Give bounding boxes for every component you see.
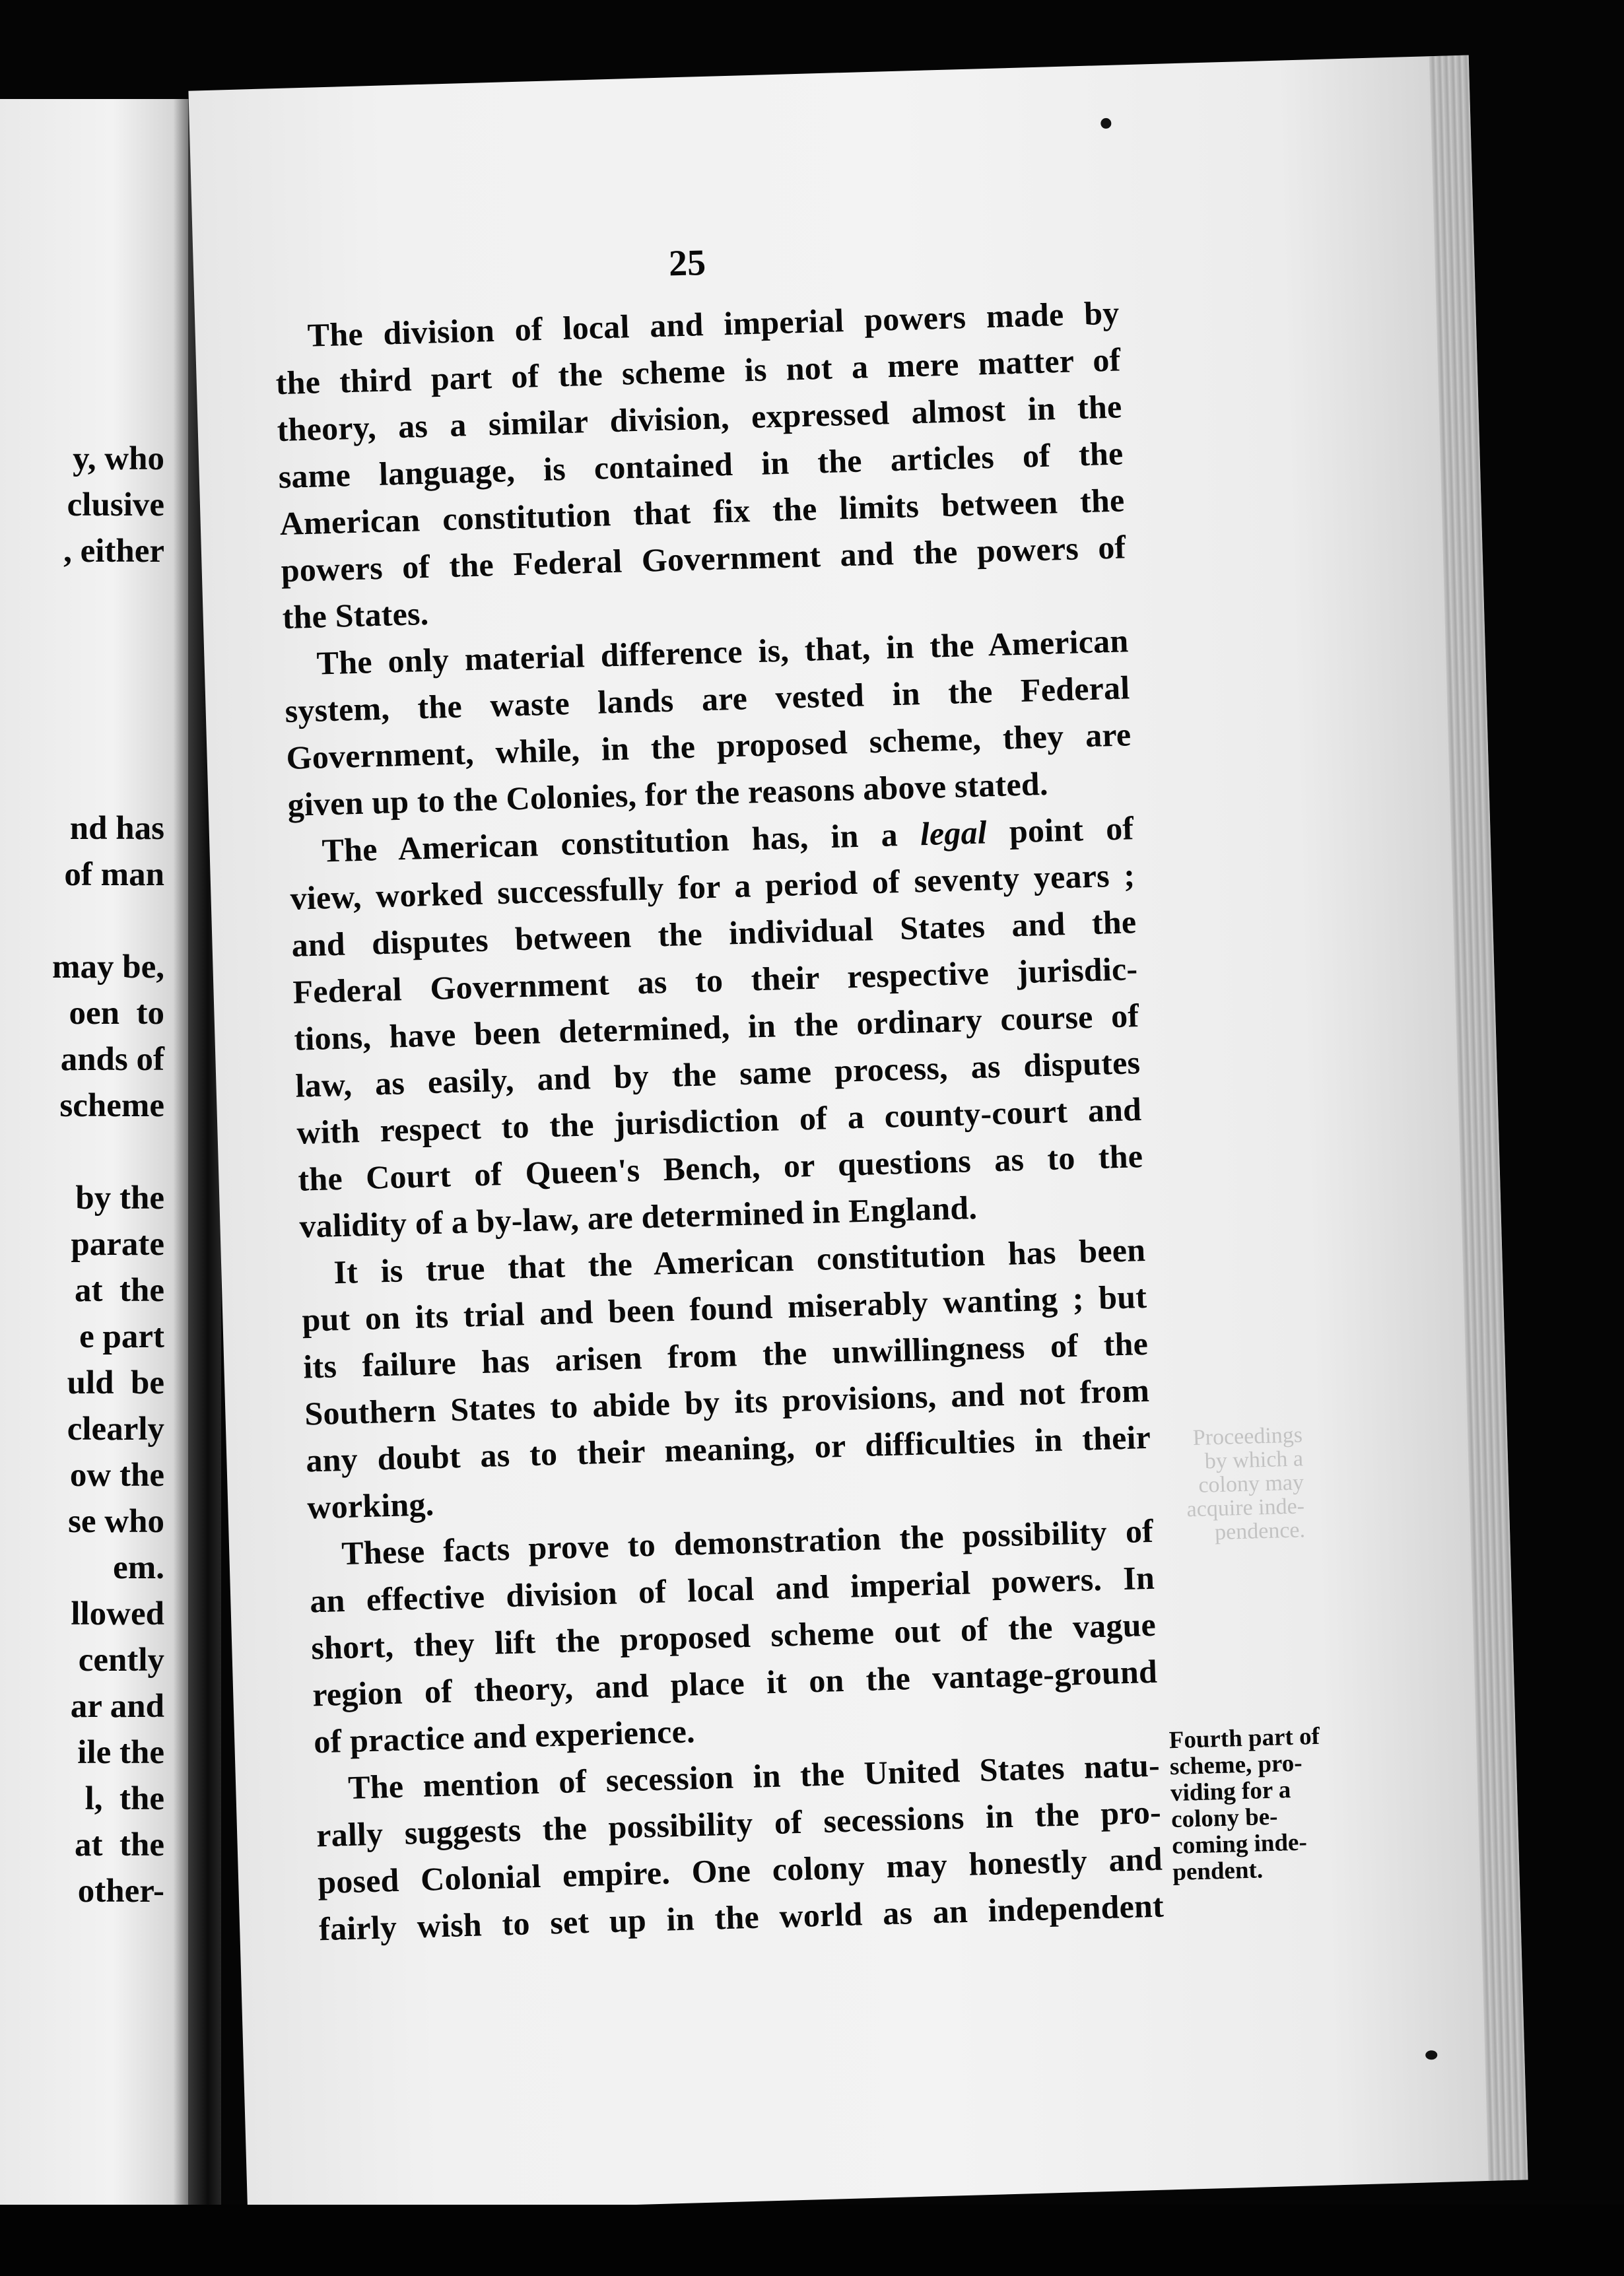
facing-page-line: llowed — [71, 1595, 164, 1632]
facing-page-line — [52, 759, 164, 805]
text-line: powers of the Federal Government and the powers of — [280, 528, 1127, 589]
text-line: the States. — [281, 594, 430, 636]
bleed-through-sidenote — [1144, 1423, 1306, 1547]
facing-page-line: l, the — [85, 1780, 164, 1817]
sidenote-line: coming inde- — [1171, 1828, 1308, 1860]
facing-page-fragment — [0, 99, 188, 2205]
text-line: the third part of the scheme is not a mere matter of — [275, 341, 1122, 402]
text-line: an effective division of local and imperial powers. In — [309, 1558, 1155, 1620]
page-edge — [1429, 55, 1528, 2181]
text-line: of practice and experience. — [313, 1712, 696, 1760]
text-line: region of theory, and place it on the vantage-ground — [312, 1652, 1158, 1714]
text-line: The division of local and imperial powers made by — [307, 294, 1120, 354]
bleed-through-line: colony may — [1198, 1470, 1304, 1498]
text-line: put on its trial and been found miserably wanting ; but — [301, 1277, 1147, 1339]
text-line: given up to the Colonies, for the reasons above stated. — [287, 764, 1049, 823]
margin-sidenote — [1168, 1722, 1371, 1886]
facing-page-line: ow the — [69, 1457, 164, 1494]
book-page — [188, 55, 1528, 2216]
facing-page-line: uld be — [67, 1364, 164, 1401]
facing-page-line — [52, 667, 164, 713]
sidenote-line: Fourth part of — [1168, 1722, 1320, 1755]
facing-page-line: scheme — [59, 1087, 164, 1124]
sidenote-line: colony be- — [1170, 1803, 1278, 1834]
facing-page-line: se who — [68, 1503, 164, 1540]
bleed-through-line: Proceedings — [1192, 1422, 1303, 1451]
facing-page-line: clearly — [67, 1411, 164, 1448]
ink-speck — [1100, 118, 1111, 129]
text-line: any doubt as to their meaning, or difficulties in their — [305, 1418, 1151, 1479]
text-line: fairly wish to set up in the world as an independent — [318, 1887, 1165, 1948]
facing-page-line: nd has — [69, 810, 164, 847]
sidenote-line: pendent. — [1172, 1856, 1264, 1887]
text-line: its failure has arisen from the unwillingness of the — [302, 1324, 1149, 1386]
facing-page-text — [52, 436, 164, 1914]
facing-page-line: y, who — [73, 440, 164, 477]
sidenote-line: viding for a — [1170, 1776, 1291, 1807]
facing-page-line — [52, 1129, 164, 1175]
text-line: same language, is contained in the articles of the — [278, 434, 1124, 496]
scan-border — [0, 2205, 1624, 2276]
text-line: rally suggests the possibility of secessions in the pro- — [316, 1793, 1162, 1854]
facing-page-line: em. — [113, 1549, 164, 1586]
text-line: American constitution that fix the limits between the — [279, 481, 1126, 543]
page-number: 25 — [668, 242, 706, 284]
facing-page-line — [52, 898, 164, 944]
text-line: The mention of secession in the United States natu- — [347, 1746, 1161, 1806]
facing-page-line: by the — [75, 1180, 164, 1217]
facing-page-line: , either — [63, 533, 164, 570]
facing-page-line: oen to — [69, 995, 164, 1032]
text-line: Government, while, in the proposed scheme, they are — [285, 716, 1132, 776]
facing-page-line: ands of — [60, 1041, 164, 1078]
text-line: The American constitution has, in a legal point of — [321, 809, 1134, 869]
text-line: and disputes between the individual States and the — [290, 903, 1137, 964]
bleed-through-line: by which a — [1204, 1446, 1304, 1474]
facing-page-line: at the — [75, 1272, 164, 1309]
facing-page-line — [52, 713, 164, 759]
text-line: law, as easily, and by the same process, as disputes — [294, 1044, 1141, 1104]
text-line: Federal Government as to their respective jurisdic- — [292, 950, 1138, 1011]
text-line: Southern States to abide by its provisions, and not from — [304, 1371, 1150, 1432]
facing-page-line: may be, — [52, 949, 164, 986]
facing-page-line: ar and — [70, 1688, 164, 1725]
text-line: system, the waste lands are vested in the Federal — [284, 669, 1130, 729]
text-line: It is true that the American constitution has been — [333, 1230, 1146, 1291]
text-line: validity of a by-law, are determined in England. — [298, 1189, 978, 1245]
facing-page-line: of man — [64, 856, 164, 893]
text-line: with respect to the jurisdiction of a county-court and — [296, 1090, 1142, 1151]
text-line: view, worked successfully for a period of seventy years ; — [289, 856, 1135, 917]
page-body-text — [274, 289, 1165, 1953]
facing-page-line: ile the — [77, 1734, 164, 1771]
facing-page-line — [52, 620, 164, 667]
facing-page-line: other- — [77, 1873, 164, 1910]
text-line: working. — [306, 1485, 435, 1526]
facing-page-line: parate — [71, 1226, 164, 1263]
bleed-through-line: acquire inde- — [1186, 1494, 1305, 1522]
sidenote-line: scheme, pro- — [1169, 1749, 1303, 1781]
facing-page-line: at the — [75, 1826, 164, 1863]
text-line: tions, have been determined, in the ordinary course of — [293, 997, 1139, 1057]
bleed-through-line: pendence. — [1214, 1518, 1306, 1545]
text-line: The only material difference is, that, in the American — [316, 622, 1130, 682]
facing-page-line: cently — [78, 1642, 164, 1679]
text-line: posed Colonial empire. One colony may honestly and — [317, 1840, 1163, 1901]
facing-page-line — [52, 574, 164, 620]
facing-page-line: e part — [79, 1318, 164, 1355]
text-line: theory, as a similar division, expressed almost in the — [277, 387, 1123, 449]
facing-page-line: clusive — [67, 486, 164, 523]
text-line: the Court of Queen's Bench, or questions as to the — [297, 1137, 1143, 1198]
text-line: These facts prove to demonstration the possibility of — [341, 1512, 1154, 1572]
text-line: short, they lift the proposed scheme out of the vague — [310, 1605, 1157, 1667]
ink-speck — [1425, 2050, 1437, 2059]
